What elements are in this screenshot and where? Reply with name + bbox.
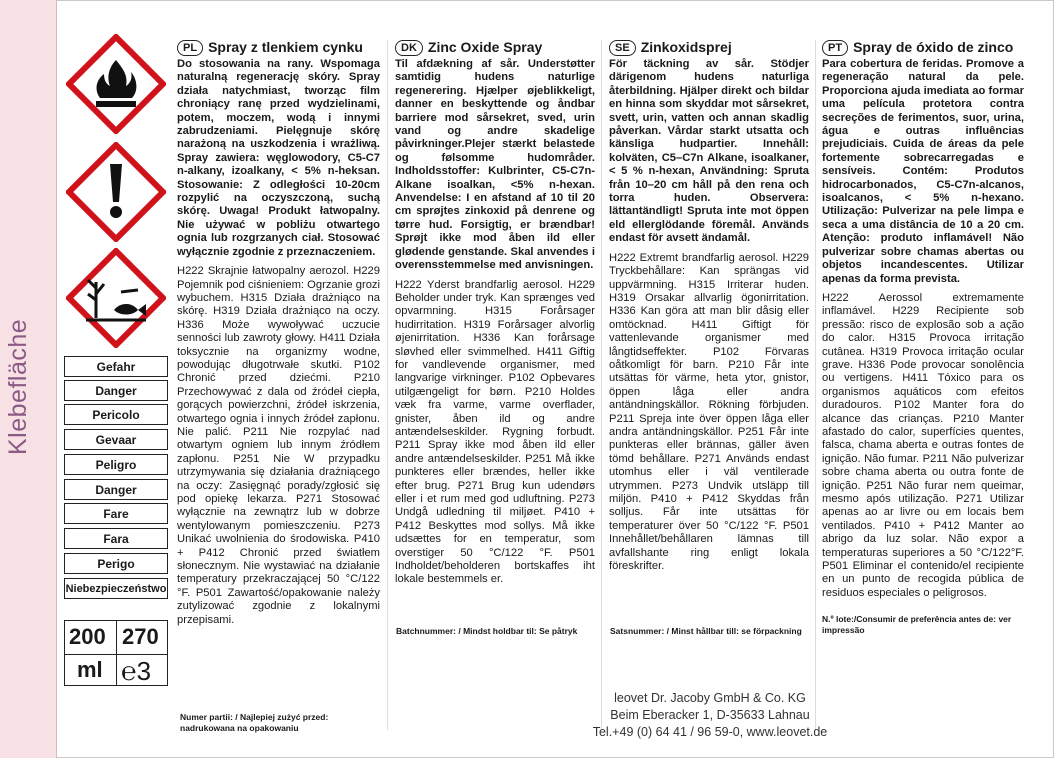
section-header-pt: [822, 40, 1024, 56]
batch-info-pt: N.º lote:/Consumir de preferência antes de: ver impressão: [822, 614, 1012, 635]
company-street: Beim Eberacker 1, D-35633 Lahnau: [610, 708, 810, 722]
environment-icon: [66, 248, 166, 348]
section-header-pl: [177, 40, 380, 56]
signal-word-5: Danger: [64, 479, 168, 500]
batch-info-dk: Batchnummer: / Mindst holdbar til: Se påtryk: [396, 626, 578, 636]
language-badge-pl: PL: [177, 40, 203, 56]
flame-icon: [66, 34, 166, 134]
company-contact: Tel.+49 (0) 64 41 / 96 59-0, www.leovet.de: [592, 725, 828, 739]
batch-info-se: Satsnummer: / Minst hållbar till: se förpackning: [610, 626, 802, 636]
hazard-statements-pl: H222 Skrajnie łatwopalny aerozol. H229 Pojemnik pod ciśnieniem: Ogrzanie grozi wybuchem. H315 Działa drażniąco na skórę. H319 Działa drażniąco na oczy. H336 Może wywoływać uczucie senności lub zawroty głowy. H411 Działa toksycznie na organizmy wodne, powodując długotrwałe skutki. P102 Chronić przed dziećmi. P210 Przechowywać z dala od źródeł ciepła, gorących powierzchni, źródeł iskrzenia, otwartego ognia i innych źródeł zapłonu. Nie palić. P211 Nie rozpylać nad otwartym ogniem lub innym źródłem zapłonu. P251 Nie W przypadku utrzymywania się działania drażniącego na oczy: Zasięgnąć porady/zgłosić się pod opiekę lekarza. P271 Stosować wyłącznie na zewnątrz lub w dobrze wentylowanym pomieszczeniu. P273 Unikać uwolnienia do środowiska. P410 + P412 Chronić przed światłem słonecznym. Nie wystawiać na działanie temperatury przekraczającej 50 °C/122 °F. P501 Zawartość/opakowanie należy zutylizować zgodnie z lokalnymi przepisami.: [177, 265, 380, 626]
section-title-se: Zinkoxidsprej: [640, 39, 732, 56]
adhesive-strip: [0, 0, 57, 758]
estimated-sign: ℮3: [121, 656, 152, 686]
volume-unit: ml: [77, 657, 103, 682]
section-header-se: [609, 40, 809, 56]
signal-word-3: Gevaar: [64, 429, 168, 450]
language-badge-dk: DK: [395, 40, 423, 56]
section-header-dk: [395, 40, 595, 56]
section-title-dk: Zinc Oxide Spray: [427, 39, 543, 56]
description-dk: Til afdækning af sår. Understøtter samtidig hudens naturlige regenerering. Hjælper øjeblikkeligt, danner en beskyttende og åndbar barriere mod sårsekret, sved, urin vand og andre skadelige påvirkninger.Plejer stærkt belastede og følsomme hudområder. Indholdsstoffer: Kulbrinter, C5-C7n-Alkane isoalkan, <5% n-hexan. Anvendelse: I en afstand af 10 til 20 cm sprøjtes zinkoxid på denrene og tørre hud. Forsigtig, er brændbar! Sprøjt ikke mod åben ild eller glødende genstande. Skal anvendes i overensstemmelse med anvisningen.: [395, 58, 595, 272]
description-pt: Para cobertura de feridas. Promove a regeneração natural da pele. Proporciona ajuda imediata ao formar uma película protetora contra secreções de ferimentos, suor, urina, água e outras influências prejudiciais. Cuida de áreas da pele fortemente sobrecarregadas e sensíveis. Contém: Produtos hidrocarbonados, C5-C7n-alcanos, isoalcanos, < 5% n-hexano. Utilização: Pulverizar na pele limpa e seca a uma distância de 10 a 20 cm. Atenção: produto inflamável! Não pulverizar sobre chamas abertas ou objetos incandescentes. Utilizar apenas da forma prevista.: [822, 58, 1024, 285]
column-divider: [387, 40, 388, 730]
batch-info-pl: Numer partii: / Najlepiej zużyć przed: nadrukowana na opakowaniu: [180, 712, 329, 733]
exclamation-icon: [66, 142, 166, 242]
volume-box: [64, 620, 168, 686]
description-se: För täckning av sår. Stödjer därigenom hudens naturliga återbildning. Hjälper direkt och bildar en hinna som skyddar mot sårsekret, svett, urin, vatten och annan skadlig påverkan. Vårdar starkt utsatta och känsliga hudpartier. Innehåll: kolväten, C5–C7n Alkane, isoalkaner, < 5 % n-hexan, Användning: Spruta från 10–20 cm håll på den rena och torra huden. Observera: lättantändligt! Spruta inte mot öppen eld ellerglödande föremål. Används endast för avsett ändamål.: [609, 58, 809, 245]
company-name: leovet Dr. Jacoby GmbH & Co. KG: [614, 691, 806, 705]
signal-word-4: Peligro: [64, 454, 168, 475]
column-se: [609, 40, 809, 579]
volume-a: 200: [69, 624, 106, 649]
volume-b: 270: [122, 624, 159, 649]
section-title-pl: Spray z tlenkiem cynku: [208, 39, 363, 56]
description-pl: Do stosowania na rany. Wspomaga naturalną regenerację skóry. Spray działa natychmiast, tworząc film chroniący ranę przed wydzielinami, potem, moczem, wodą i innymi zabrudzeniami. Pielęgnuje skórę narażoną na uszkodzenia i wrażliwą. Spray zawiera: węglowodory, C5-C7 n-alkany, izoalkany, < 5% n-heksan. Stosowanie: Z odległości 10-20cm rozpylić na oczyszczoną, suchą skórę. Uwaga! Produkt łatwopalny. Nie używać w pobliżu otwartego ognia lub rozgrzanych ciał. Stosować wyłącznie zgodnie z przeznaczeniem.: [177, 58, 380, 258]
hazard-statements-pt: H222 Aerossol extremamente inflamável. H229 Recipiente sob pressão: risco de explosão sob a ação do calor. H315 Provoca irritação cutânea. H319 Provoca irritação ocular grave. H336 Pode provocar sonolência ou vertigens. H411 Tóxico para os organismos aquáticos com efeitos duradouros. P102 Manter fora do alcance das crianças. P210 Manter afastado do calor, superfícies quentes, falsca, chama aberta e outras fontes de ignição. Não fumar. P211 Não pulverizar sobre chama aberta ou outra fonte de ignição. P251 Não furar nem queimar, mesmo após utilização. P271 Utilizar apenas ao ar livre ou em locais bem ventilados. P410 + P412 Manter ao abrigo da luz solar. Não expor a temperaturas superiores a 50 °C/122°F. P501 Eliminar el contenido/el recipiente en un punto de recogida pública de residuos especiales o peligrosos.: [822, 291, 1024, 599]
column-divider: [601, 40, 602, 730]
language-badge-pt: PT: [822, 40, 848, 56]
column-pt: [822, 40, 1024, 606]
column-dk: [395, 40, 595, 593]
volume-divider-v: [116, 621, 117, 685]
section-title-pt: Spray de óxido de zinco: [853, 39, 1014, 56]
signal-word-7: Fara: [64, 528, 168, 549]
signal-word-2: Pericolo: [64, 404, 168, 425]
signal-word-1: Danger: [64, 380, 168, 401]
adhesive-label: Klebefläche: [4, 318, 32, 455]
hazard-statements-dk: H222 Yderst brandfarlig aerosol. H229 Beholder under tryk. Kan sprænges ved opvarmning. H315 Forårsager hudirritation. H319 Forårsager alvorlig øjenirritation. H336 Kan forårsage sløvhed eller svimmelhed. H411 Giftig for vandlevende organismer, med langvarige virkninger. P102 Opbevares utilgængeligt for børn. P210 Holdes væk fra varme, varme overflader, gnister, åben ild og andre antændelseskilder. Rygning forbudt. P211 Spray ikke mod åben ild eller andre antændelseskilder. P251 Må ikke punkteres eller brændes, heller ikke efter brug. P271 Brug kun udendørs eller i et rum med god udluftning. P273 Undgå udledning til miljøet. P410 + P412 Beskyttes mod sollys. Må ikke udsættes for en temperatur, som overstiger 50 °C/122 °F. P501 Indholdet/beholderen bortskaffes iht lokale bestemmels er.: [395, 278, 595, 586]
signal-word-0: Gefahr: [64, 356, 168, 377]
signal-word-9: Niebezpieczeństwo: [64, 578, 168, 599]
company-address: [560, 690, 860, 741]
column-pl: [177, 40, 380, 633]
language-badge-se: SE: [609, 40, 636, 56]
column-divider: [815, 40, 816, 730]
signal-word-6: Fare: [64, 503, 168, 524]
hazard-statements-se: H222 Extremt brandfarlig aerosol. H229 Tryckbehållare: Kan sprängas vid uppvärmning. H315 Irriterar huden. H319 Orsakar allvarlig ögonirritation. H336 Kan göra att man blir dåsig eller omtöcknad. H411 Giftigt för vattenlevande organismer med långtidseffekter. P102 Förvaras oåtkomligt för barn. P210 Får inte utsättas för värme, heta ytor, gnistor, öppen låga eller andra antändningskällor. Rökning förbjuden. P211 Spreja inte över öppen låga eller andra antändningskällor. P251 Får inte punkteras eller brännas, gäller även tömd behållare. P271 Används endast utomhus eller i väl ventilerade utrymmen. P273 Undvik utsläpp till miljön. P410 + P412 Skyddas från solljus. Får inte utsättas för temperaturer över 50 °C/122 °F. P501 Innehållet/behållaren lämnas till avfallshante ring enligt lokala föreskrifter.: [609, 251, 809, 573]
signal-word-8: Perigo: [64, 553, 168, 574]
